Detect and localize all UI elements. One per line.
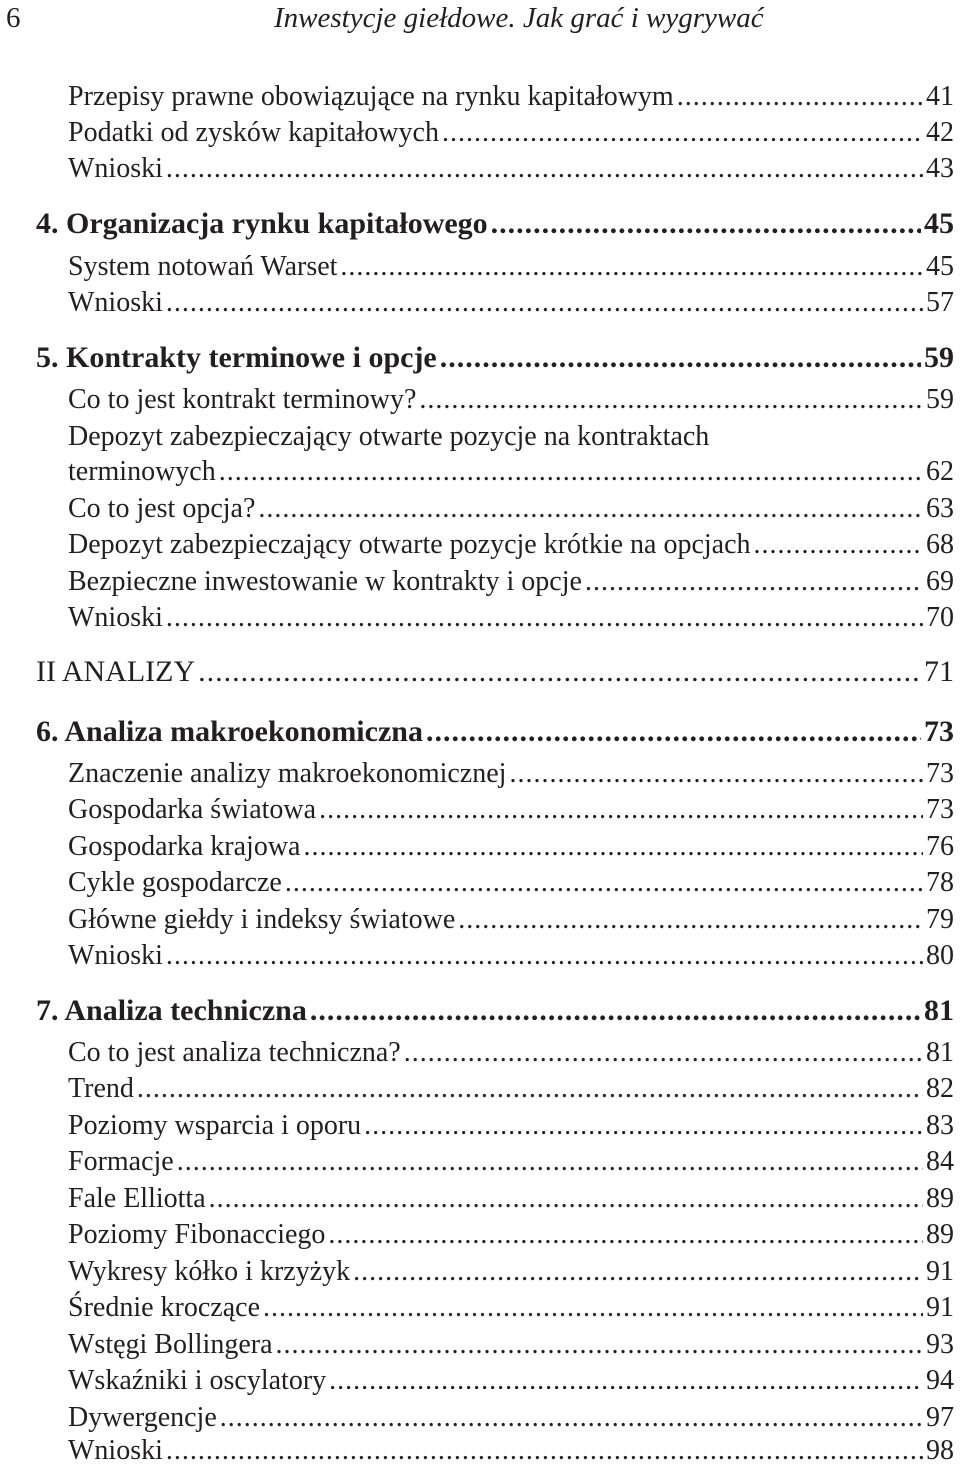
toc-entry-label: Fale Elliotta xyxy=(68,1183,206,1214)
toc-chapter[interactable] xyxy=(36,340,954,378)
dot-leader xyxy=(353,1255,923,1289)
toc-entry-label: Gospodarka krajowa xyxy=(68,831,301,862)
toc-entry[interactable] xyxy=(68,455,954,491)
toc-entry-page: 70 xyxy=(926,602,954,633)
toc-chapter-label: 6. Analiza makroekonomiczna xyxy=(36,715,423,748)
dot-leader xyxy=(419,383,923,417)
dot-leader xyxy=(329,1364,923,1398)
toc-entry-page: 91 xyxy=(926,1256,954,1287)
dot-leader xyxy=(166,601,923,635)
toc-entry-label: Gospodarka światowa xyxy=(68,794,317,825)
toc-entry-page: 42 xyxy=(926,117,954,148)
toc-entry-label-first-line: Depozyt zabezpieczający otwarte pozycje na kontraktach xyxy=(68,421,710,452)
toc-entry[interactable] xyxy=(68,565,954,601)
toc-entry-page: 89 xyxy=(926,1219,954,1250)
toc-entry-label: terminowych xyxy=(68,456,216,487)
toc-entry-page: 73 xyxy=(926,794,954,825)
toc-chapter-label: 7. Analiza techniczna xyxy=(36,994,307,1027)
dot-leader xyxy=(166,286,923,320)
toc-part-page: 71 xyxy=(924,655,954,688)
dot-leader xyxy=(276,1328,923,1362)
toc-entry[interactable] xyxy=(68,80,954,116)
toc-chapter[interactable] xyxy=(36,993,954,1031)
toc-entry-label: Co to jest opcja? xyxy=(68,493,256,524)
toc-entry-label: Poziomy Fibonacciego xyxy=(68,1219,326,1250)
toc-entry-page: 97 xyxy=(926,1402,954,1433)
toc-entry[interactable] xyxy=(68,1401,954,1437)
dot-leader xyxy=(303,830,923,864)
dot-leader xyxy=(166,1434,923,1468)
dot-leader xyxy=(263,1291,923,1325)
toc-entry[interactable] xyxy=(68,1364,954,1400)
dot-leader xyxy=(364,1109,923,1143)
toc-entry-label: Trend xyxy=(68,1073,134,1104)
dot-leader xyxy=(328,1218,923,1252)
dot-leader xyxy=(166,939,923,973)
toc-entry-label: Średnie kroczące xyxy=(68,1292,260,1323)
toc-entry-label: Dywergencje xyxy=(68,1402,217,1433)
toc-entry[interactable] xyxy=(68,1072,954,1108)
toc-entry-page: 79 xyxy=(926,904,954,935)
toc-entry-page: 43 xyxy=(926,153,954,184)
dot-leader xyxy=(209,1182,923,1216)
toc-entry-page: 76 xyxy=(926,831,954,862)
toc-entry[interactable] xyxy=(68,116,954,152)
toc-entry-label: Znaczenie analizy makroekonomicznej xyxy=(68,758,507,789)
toc-entry[interactable] xyxy=(68,757,954,793)
dot-leader xyxy=(177,1145,923,1179)
toc-entry-label: Wnioski xyxy=(68,153,163,184)
toc-entry[interactable] xyxy=(68,1182,954,1218)
toc-entry-label: Cykle gospodarcze xyxy=(68,867,282,898)
toc-entry-page: 84 xyxy=(926,1146,954,1177)
dot-leader xyxy=(509,757,923,791)
toc-entry[interactable] xyxy=(68,1145,954,1181)
toc-chapter[interactable] xyxy=(36,714,954,752)
toc-entry[interactable] xyxy=(68,903,954,939)
toc-chapter-label: 4. Organizacja rynku kapitałowego xyxy=(36,207,488,240)
toc-entry-label: Podatki od zysków kapitałowych xyxy=(68,117,439,148)
toc-entry-page: 91 xyxy=(926,1292,954,1323)
dot-leader xyxy=(440,340,921,376)
toc-entry-label: Depozyt zabezpieczający otwarte pozycje krótkie na opcjach xyxy=(68,529,751,560)
toc-entry-label: Formacje xyxy=(68,1146,174,1177)
toc-entry[interactable] xyxy=(68,1036,954,1072)
toc-entry[interactable] xyxy=(68,866,954,902)
toc-entry-page: 93 xyxy=(926,1329,954,1360)
dot-leader xyxy=(319,793,923,827)
toc-entry-page: 57 xyxy=(926,287,954,318)
toc-entry-page: 89 xyxy=(926,1183,954,1214)
dot-leader xyxy=(166,152,923,186)
toc-part[interactable] xyxy=(36,654,954,692)
toc-entry-page: 80 xyxy=(926,940,954,971)
toc-entry[interactable] xyxy=(68,830,954,866)
toc-entry-page: 45 xyxy=(926,251,954,282)
dot-leader xyxy=(491,206,921,242)
toc-chapter-page: 81 xyxy=(924,994,954,1027)
toc-chapter-page: 59 xyxy=(924,341,954,374)
toc-entry-page: 41 xyxy=(926,81,954,112)
toc-entry-page: 98 xyxy=(926,1435,954,1466)
dot-leader xyxy=(585,565,923,599)
dot-leader xyxy=(258,492,923,526)
toc-entry-page: 83 xyxy=(926,1110,954,1141)
toc-entry-page: 78 xyxy=(926,867,954,898)
toc-entry-label: Co to jest kontrakt terminowy? xyxy=(68,384,417,415)
toc-entry-label: Wstęgi Bollingera xyxy=(68,1329,273,1360)
toc-chapter-page: 45 xyxy=(924,207,954,240)
toc-chapter[interactable] xyxy=(36,206,954,244)
dot-leader xyxy=(458,903,923,937)
toc-entry-label: Przepisy prawne obowiązujące na rynku kapitałowym xyxy=(68,81,674,112)
toc-entry[interactable] xyxy=(68,939,954,975)
toc-entry-label: Wnioski xyxy=(68,287,163,318)
toc-entry[interactable] xyxy=(68,1291,954,1327)
toc-entry[interactable] xyxy=(68,152,954,188)
dot-leader xyxy=(310,993,921,1029)
toc-entry-page: 62 xyxy=(926,456,954,487)
toc-chapter-page: 73 xyxy=(924,715,954,748)
toc-entry-page: 69 xyxy=(926,566,954,597)
toc-entry[interactable] xyxy=(68,601,954,637)
toc-entry-label: Co to jest analiza techniczna? xyxy=(68,1037,401,1068)
dot-leader xyxy=(340,250,923,284)
toc-entry[interactable] xyxy=(68,1109,954,1145)
dot-leader xyxy=(219,455,923,489)
toc-entry[interactable] xyxy=(68,793,954,829)
toc-entry-page: 94 xyxy=(926,1365,954,1396)
toc-entry-page: 81 xyxy=(926,1037,954,1068)
toc-entry-label: Poziomy wsparcia i oporu xyxy=(68,1110,362,1141)
toc-entry-label: Wnioski xyxy=(68,940,163,971)
toc-part-label: II ANALIZY xyxy=(36,655,196,688)
dot-leader xyxy=(754,528,923,562)
toc-entry-label: Bezpieczne inwestowanie w kontrakty i opcje xyxy=(68,566,582,597)
dot-leader xyxy=(220,1401,923,1435)
toc-entry-label: Wskaźniki i oscylatory xyxy=(68,1365,327,1396)
toc-entry-page: 59 xyxy=(926,384,954,415)
toc-entry-page: 73 xyxy=(926,758,954,789)
toc-entry-label: System notowań Warset xyxy=(68,251,338,282)
toc-entry[interactable] xyxy=(68,492,954,528)
toc-chapter-label: 5. Kontrakty terminowe i opcje xyxy=(36,341,437,374)
toc-entry-page: 63 xyxy=(926,493,954,524)
toc-entry-label: Wnioski xyxy=(68,1435,163,1466)
toc-entry[interactable] xyxy=(68,1255,954,1291)
toc-entry[interactable] xyxy=(68,528,954,564)
running-title: Inwestycje giełdowe. Jak grać i wygrywać xyxy=(274,2,764,34)
dot-leader xyxy=(137,1072,923,1106)
toc-entry-label: Wnioski xyxy=(68,602,163,633)
toc-entry[interactable] xyxy=(68,1328,954,1364)
dot-leader xyxy=(285,866,923,900)
dot-leader xyxy=(677,80,923,114)
toc-entry[interactable] xyxy=(68,1434,954,1470)
toc-entry-page: 68 xyxy=(926,529,954,560)
dot-leader xyxy=(426,714,921,750)
toc-entry-label: Wykresy kółko i krzyżyk xyxy=(68,1256,351,1287)
toc-entry[interactable] xyxy=(68,286,954,322)
toc-entry[interactable] xyxy=(68,1218,954,1254)
page-number: 6 xyxy=(6,2,21,34)
toc-entry[interactable] xyxy=(68,383,954,419)
toc-entry-page: 82 xyxy=(926,1073,954,1104)
dot-leader xyxy=(442,116,923,150)
toc-entry-label: Główne giełdy i indeksy światowe xyxy=(68,904,456,935)
toc-entry[interactable] xyxy=(68,250,954,286)
dot-leader xyxy=(404,1036,923,1070)
dot-leader xyxy=(198,654,921,690)
